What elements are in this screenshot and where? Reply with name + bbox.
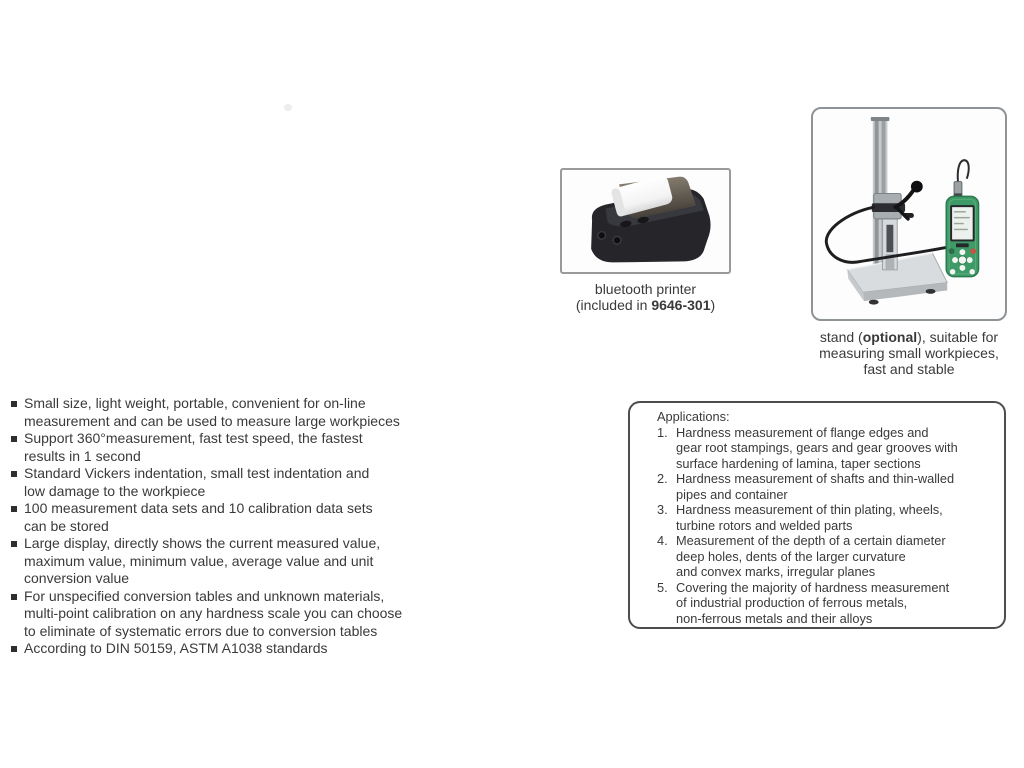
bullet-icon xyxy=(11,594,17,600)
bullet-icon xyxy=(11,471,17,477)
feature-text: For unspecified conversion tables and unknown materials, multi-point calibration on any hardness scale you can choose to eliminate of systematic errors due to conversion tables xyxy=(24,587,403,639)
application-number: 3. xyxy=(657,502,668,517)
feature-item xyxy=(10,500,480,535)
stand-caption-prefix: stand ( xyxy=(819,329,863,345)
scan-speck xyxy=(284,104,292,111)
stand-optional-label: optional xyxy=(862,329,918,345)
feature-item xyxy=(10,588,480,641)
printer-image-panel xyxy=(560,168,731,274)
bullet-icon xyxy=(11,401,17,407)
bullet-icon xyxy=(11,541,17,547)
printer-caption-line1 xyxy=(540,281,751,297)
printer-included-code: 9646-301 xyxy=(651,297,711,313)
bullet-icon xyxy=(11,646,17,652)
feature-text: Standard Vickers indentation, small test indentation and low damage to the workpiece xyxy=(24,465,370,499)
bullet-icon xyxy=(11,436,17,442)
printer-caption-line2 xyxy=(540,297,751,313)
application-text: Hardness measurement of thin plating, wheels, turbine rotors and welded parts xyxy=(676,502,943,533)
feature-text: According to DIN 50159, ASTM A1038 standards xyxy=(24,640,328,656)
stand-caption xyxy=(806,329,1012,377)
feature-list xyxy=(10,395,480,658)
printer-caption-suffix: ) xyxy=(710,297,716,313)
feature-text: 100 measurement data sets and 10 calibration data sets can be stored xyxy=(24,500,373,534)
printer-caption xyxy=(540,281,751,313)
stand-image xyxy=(813,109,1005,319)
bullet-icon xyxy=(11,506,17,512)
feature-item xyxy=(10,465,480,500)
printer-caption-prefix: (included in xyxy=(575,297,652,313)
application-item xyxy=(657,502,996,533)
application-text: Hardness measurement of flange edges and gear root stampings, gears and gear grooves with surface hardening of lamina, taper sections xyxy=(676,424,958,471)
application-item xyxy=(657,533,996,580)
bluetooth-printer-image xyxy=(562,170,729,272)
stand-image-panel xyxy=(811,107,1007,321)
printer-caption-text: bluetooth printer xyxy=(594,281,697,297)
applications-box xyxy=(628,401,1006,629)
application-item xyxy=(657,580,996,627)
application-number: 2. xyxy=(657,471,668,486)
feature-item xyxy=(10,640,480,658)
application-number: 4. xyxy=(657,533,668,548)
stand-caption-line1 xyxy=(806,329,1012,345)
application-item xyxy=(657,425,996,472)
application-item xyxy=(657,471,996,502)
stand-caption-suffix: ), suitable for xyxy=(917,329,999,345)
stand-caption-line3: fast and stable xyxy=(863,361,955,377)
application-number: 5. xyxy=(657,579,668,595)
feature-text: Small size, light weight, portable, convenient for on-line measurement and can be used to measure large workpieces xyxy=(24,395,400,429)
feature-text: Support 360°measurement, fast test speed, the fastest results in 1 second xyxy=(24,430,363,464)
feature-item xyxy=(10,535,480,588)
feature-item xyxy=(10,430,480,465)
applications-title: Applications: xyxy=(657,409,730,424)
feature-text: Large display, directly shows the current measured value, maximum value, minimum value, average value and unit conversion value xyxy=(24,535,381,586)
application-text: Hardness measurement of shafts and thin-walled pipes and container xyxy=(676,471,955,502)
application-number: 1. xyxy=(657,424,668,440)
stand-caption-line2: measuring small workpieces, xyxy=(819,345,999,361)
application-text: Covering the majority of hardness measurement of industrial production of ferrous metals, non-ferrous metals and their alloys xyxy=(676,579,950,626)
application-text: Measurement of the depth of a certain diameter deep holes, dents of the larger curvature and convex marks, irregular planes xyxy=(676,533,946,579)
feature-item xyxy=(10,395,480,430)
